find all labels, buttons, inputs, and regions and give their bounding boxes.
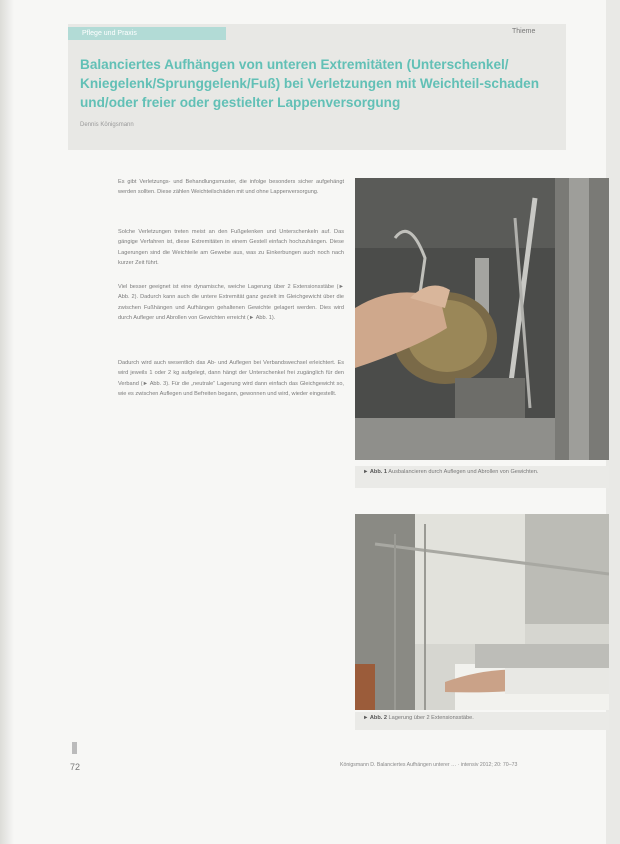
body-paragraph-2: Solche Verletzungen treten meist an den Fußgelenken und Unterschenkeln auf. Das gängige Verfahren ist, diese Extremitäten in einem Gestell einfach hochzuhängen. Diese Lagerungen sind die Weichteile am Gewebe aus, was zu Einkerbungen auch noch nach kurzer Zeit führt. xyxy=(118,229,344,267)
page-marker xyxy=(72,742,77,754)
page-number: 72 xyxy=(70,762,81,772)
figure-1-photo xyxy=(355,178,609,460)
article-title: Balanciertes Aufhängen von unteren Extremitäten (Unterschenkel/ Kniegelenk/Sprunggelenk/Fuß) bei Verletzungen mit Weichteil-schaden und/oder freier oder gestielter Lappenversorgung xyxy=(80,57,539,110)
figure-2-label: ► Abb. 2 xyxy=(363,715,387,721)
figure-1-caption-text: Ausbalancieren durch Auflegen und Abrollen von Gewichten. xyxy=(388,469,539,475)
figure-1-label: ► Abb. 1 xyxy=(363,469,387,475)
section-rubric: Pflege und Praxis xyxy=(68,27,226,40)
figure-2-caption xyxy=(355,712,609,730)
body-paragraph-3: Viel besser geeignet ist eine dynamische, weiche Lagerung über 2 Extensionsstäbe (► Abb. 2). Dadurch kann auch die untere Extremität ganz gezielt im Gleichgewicht über die zwischen Fußhängen und Aufhängen gehaltenen Gewichte gelagert werden. Dies wird durch Aufleger und Abrollen von Gewichten erreicht (► Abb. 1). xyxy=(118,284,344,322)
body-paragraph-1: Es gibt Verletzungs- und Behandlungsmuster, die infolge besonders sicher aufgehängt werden sollten. Diese zählen Weichteilschäden mit und ohne Lappenversorgung. xyxy=(118,179,344,196)
body-paragraph-4: Dadurch wird auch wesentlich das Ab- und Auflegen bei Verbandswechsel erleichtert. Es wird jeweils 1 oder 2 kg aufgelegt, dann hängt der Unterschenkel frei zugänglich für den Verband (► Abb. 3). Für die „neutrale“ Lagerung wird dann einfach das Gleichgewicht so, wie es zwischen Auflegen und Befreiten begann, gewonnen und wird, wieder eingestellt. xyxy=(118,360,344,398)
figure-1-caption xyxy=(355,466,609,488)
article-author: Dennis Königsmann xyxy=(80,122,134,128)
figure-2-photo xyxy=(355,514,609,710)
figure-2-caption-text: Lagerung über 2 Extensionsstäbe. xyxy=(388,715,474,721)
publisher-brand: Thieme xyxy=(512,28,536,35)
page-edge-shadow xyxy=(0,0,14,844)
citation-footer: Königsmann D. Balanciertes Aufhängen unterer … · intensiv 2012; 20: 70–73 xyxy=(340,762,518,768)
